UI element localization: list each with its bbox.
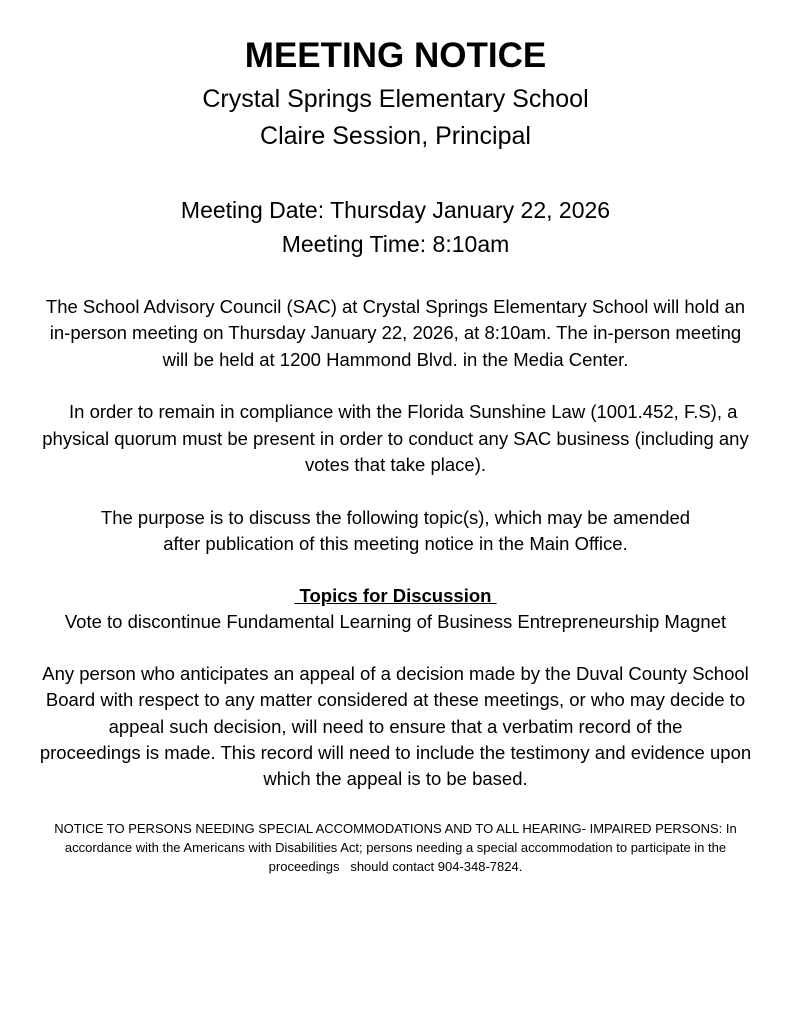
- school-name: Crystal Springs Elementary School: [202, 85, 589, 113]
- paragraph-line: will be held at 1200 Hammond Blvd. in the Media Center.: [162, 349, 629, 370]
- paragraph-line: appeal such decision, will need to ensure that a verbatim record of the: [108, 716, 683, 737]
- notice-line: NOTICE TO PERSONS NEEDING SPECIAL ACCOMMODATIONS AND TO ALL HEARING- IMPAIRED PERSONS: In: [54, 821, 737, 836]
- topic-item: Vote to discontinue Fundamental Learning of Business Entrepreneurship Magnet: [64, 611, 727, 632]
- paragraph-line: in-person meeting on Thursday January 22, 2026, at 8:10am. The in-person meeting: [49, 322, 742, 343]
- paragraph-line: In order to remain in compliance with the Florida Sunshine Law (1001.452, F.S), a: [53, 401, 738, 422]
- paragraph-line: which the appeal is to be based.: [263, 768, 528, 789]
- principal-name: Claire Session, Principal: [260, 122, 531, 150]
- meeting-time: Meeting Time: 8:10am: [281, 231, 510, 257]
- paragraph-line: proceedings is made. This record will need to include the testimony and evidence upon: [39, 742, 752, 763]
- paragraph-line: The School Advisory Council (SAC) at Crystal Springs Elementary School will hold an: [45, 296, 746, 317]
- paragraph-line: Board with respect to any matter considered at these meetings, or who may decide to: [45, 689, 746, 710]
- notice-line: accordance with the Americans with Disabilities Act; persons needing a special accommodation to participate in the: [64, 840, 727, 855]
- topics-heading: Topics for Discussion: [294, 585, 497, 606]
- notice-line: proceedings should contact 904-348-7824.: [268, 859, 523, 874]
- meeting-date: Meeting Date: Thursday January 22, 2026: [180, 197, 611, 223]
- paragraph-line: votes that take place).: [305, 454, 486, 475]
- paragraph-line: The purpose is to discuss the following topic(s), which may be amended: [100, 507, 691, 528]
- paragraph-line: Any person who anticipates an appeal of a decision made by the Duval County School: [42, 663, 749, 684]
- paragraph-line: after publication of this meeting notice in the Main Office.: [163, 533, 628, 554]
- document-title: MEETING NOTICE: [244, 36, 547, 75]
- paragraph-line: physical quorum must be present in order to conduct any SAC business (including any: [42, 428, 749, 449]
